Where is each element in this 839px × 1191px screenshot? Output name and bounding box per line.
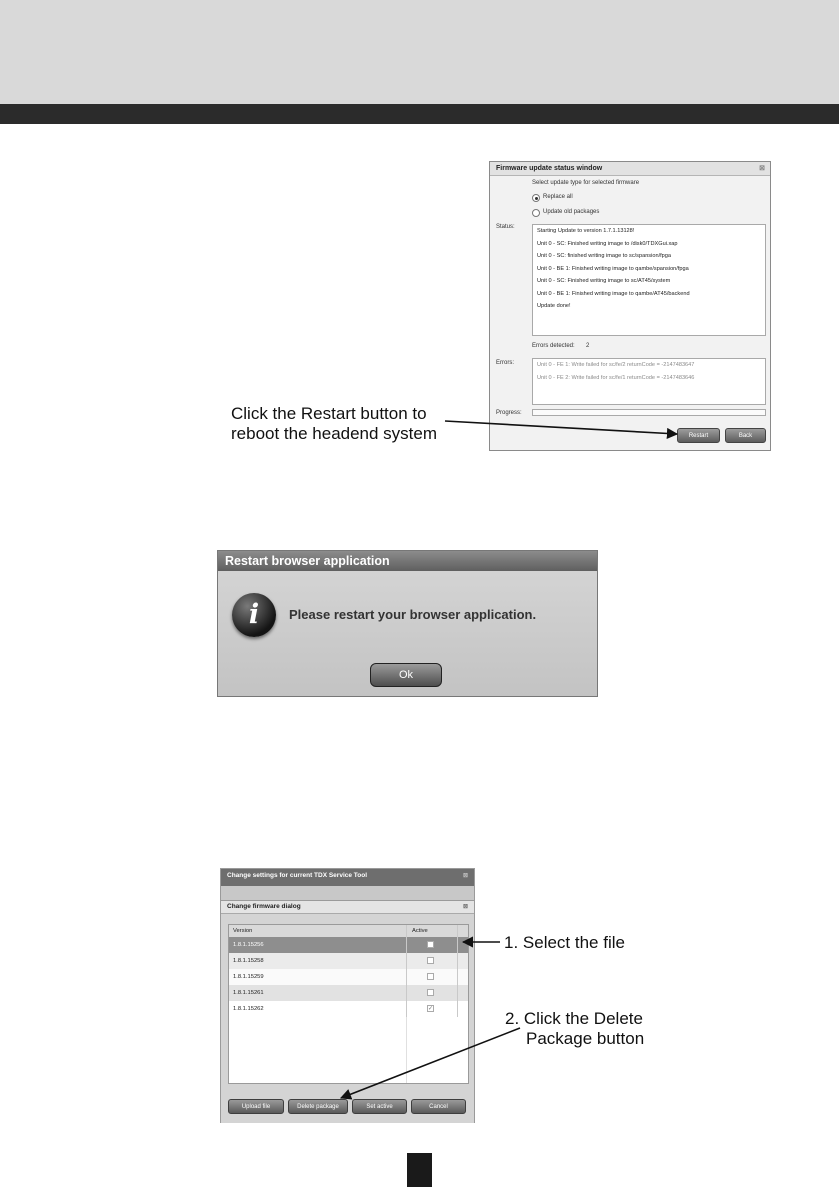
version-cell: 1.8.1.15261 xyxy=(233,990,264,996)
restart-dialog-message: Please restart your browser application. xyxy=(289,607,537,622)
set-active-button[interactable]: Set active xyxy=(352,1099,407,1114)
close-icon[interactable]: ⊠ xyxy=(759,165,765,172)
delete-callout-line: 2. Click the Delete xyxy=(505,1009,643,1028)
column-header-active[interactable]: Active xyxy=(412,928,428,934)
errors-label: Errors: xyxy=(496,360,514,366)
back-button[interactable]: Back xyxy=(725,428,766,443)
restart-callout-line: reboot the headend system xyxy=(231,424,438,443)
page-number-tab xyxy=(407,1153,432,1187)
update-type-label: Select update type for selected firmware xyxy=(532,180,640,186)
status-line: Unit 0 - BE 1: Finished writing image to qambe/AT45/backend xyxy=(537,290,690,297)
status-line: Unit 0 - SC: Finished writing image to /disk0/TDXGui.xap xyxy=(537,240,678,247)
active-checkbox[interactable]: ✓ xyxy=(428,1006,434,1012)
cancel-button[interactable]: Cancel xyxy=(411,1099,466,1114)
close-icon[interactable]: ⊠ xyxy=(462,873,468,879)
error-line: Unit 0 - FE 1: Write failed for sc/fe/2 returnCode = -2147483647 xyxy=(537,362,695,368)
errors-detected-label: Errors detected: xyxy=(532,343,575,349)
select-file-callout: 1. Select the file xyxy=(504,933,625,952)
status-line: Update done! xyxy=(537,303,571,309)
restart-dialog-title: Restart browser application xyxy=(218,551,597,571)
version-cell: 1.8.1.15259 xyxy=(233,974,264,980)
restart-button[interactable]: Restart xyxy=(677,428,720,443)
delete-callout-line: Package button xyxy=(526,1029,645,1048)
version-cell: 1.8.1.15256 xyxy=(233,942,264,948)
column-header-version[interactable]: Version xyxy=(233,928,253,934)
upload-file-button[interactable]: Upload file xyxy=(228,1099,284,1114)
restart-arrow xyxy=(445,421,677,434)
restart-callout-line: Click the Restart button to xyxy=(231,404,427,423)
close-icon[interactable]: ⊠ xyxy=(462,904,468,910)
status-label: Status: xyxy=(496,224,515,230)
firmware-dialog-title: Change firmware dialog xyxy=(227,903,301,910)
delete-package-arrow xyxy=(341,1028,520,1098)
status-line: Starting Update to version 1.7.1.13128! xyxy=(537,228,635,234)
status-line: Unit 0 - SC: finished writing image to sc/spansion/fpga xyxy=(537,253,672,259)
version-cell: 1.8.1.15258 xyxy=(233,958,264,964)
firmware-window-title: Firmware update status window xyxy=(496,165,603,172)
replace-all-label: Replace all xyxy=(543,194,573,200)
delete-package-button[interactable]: Delete package xyxy=(288,1099,348,1114)
ok-button[interactable]: Ok xyxy=(370,663,442,687)
progress-label: Progress: xyxy=(496,410,522,416)
errors-detected-value: 2 xyxy=(586,343,590,349)
info-glyph: i xyxy=(248,599,260,630)
settings-window-title: Change settings for current TDX Service Tool xyxy=(227,872,368,879)
version-cell: 1.8.1.15262 xyxy=(233,1006,264,1012)
error-line: Unit 0 - FE 2: Write failed for sc/fe/1 returnCode = -2147483646 xyxy=(537,374,695,381)
status-line: Unit 0 - SC: Finished writing image to sc/AT45/system xyxy=(537,278,671,284)
update-old-packages-label: Update old packages xyxy=(543,209,600,215)
status-line: Unit 0 - BE 1: Finished writing image to qambe/spansion/fpga xyxy=(537,265,689,272)
